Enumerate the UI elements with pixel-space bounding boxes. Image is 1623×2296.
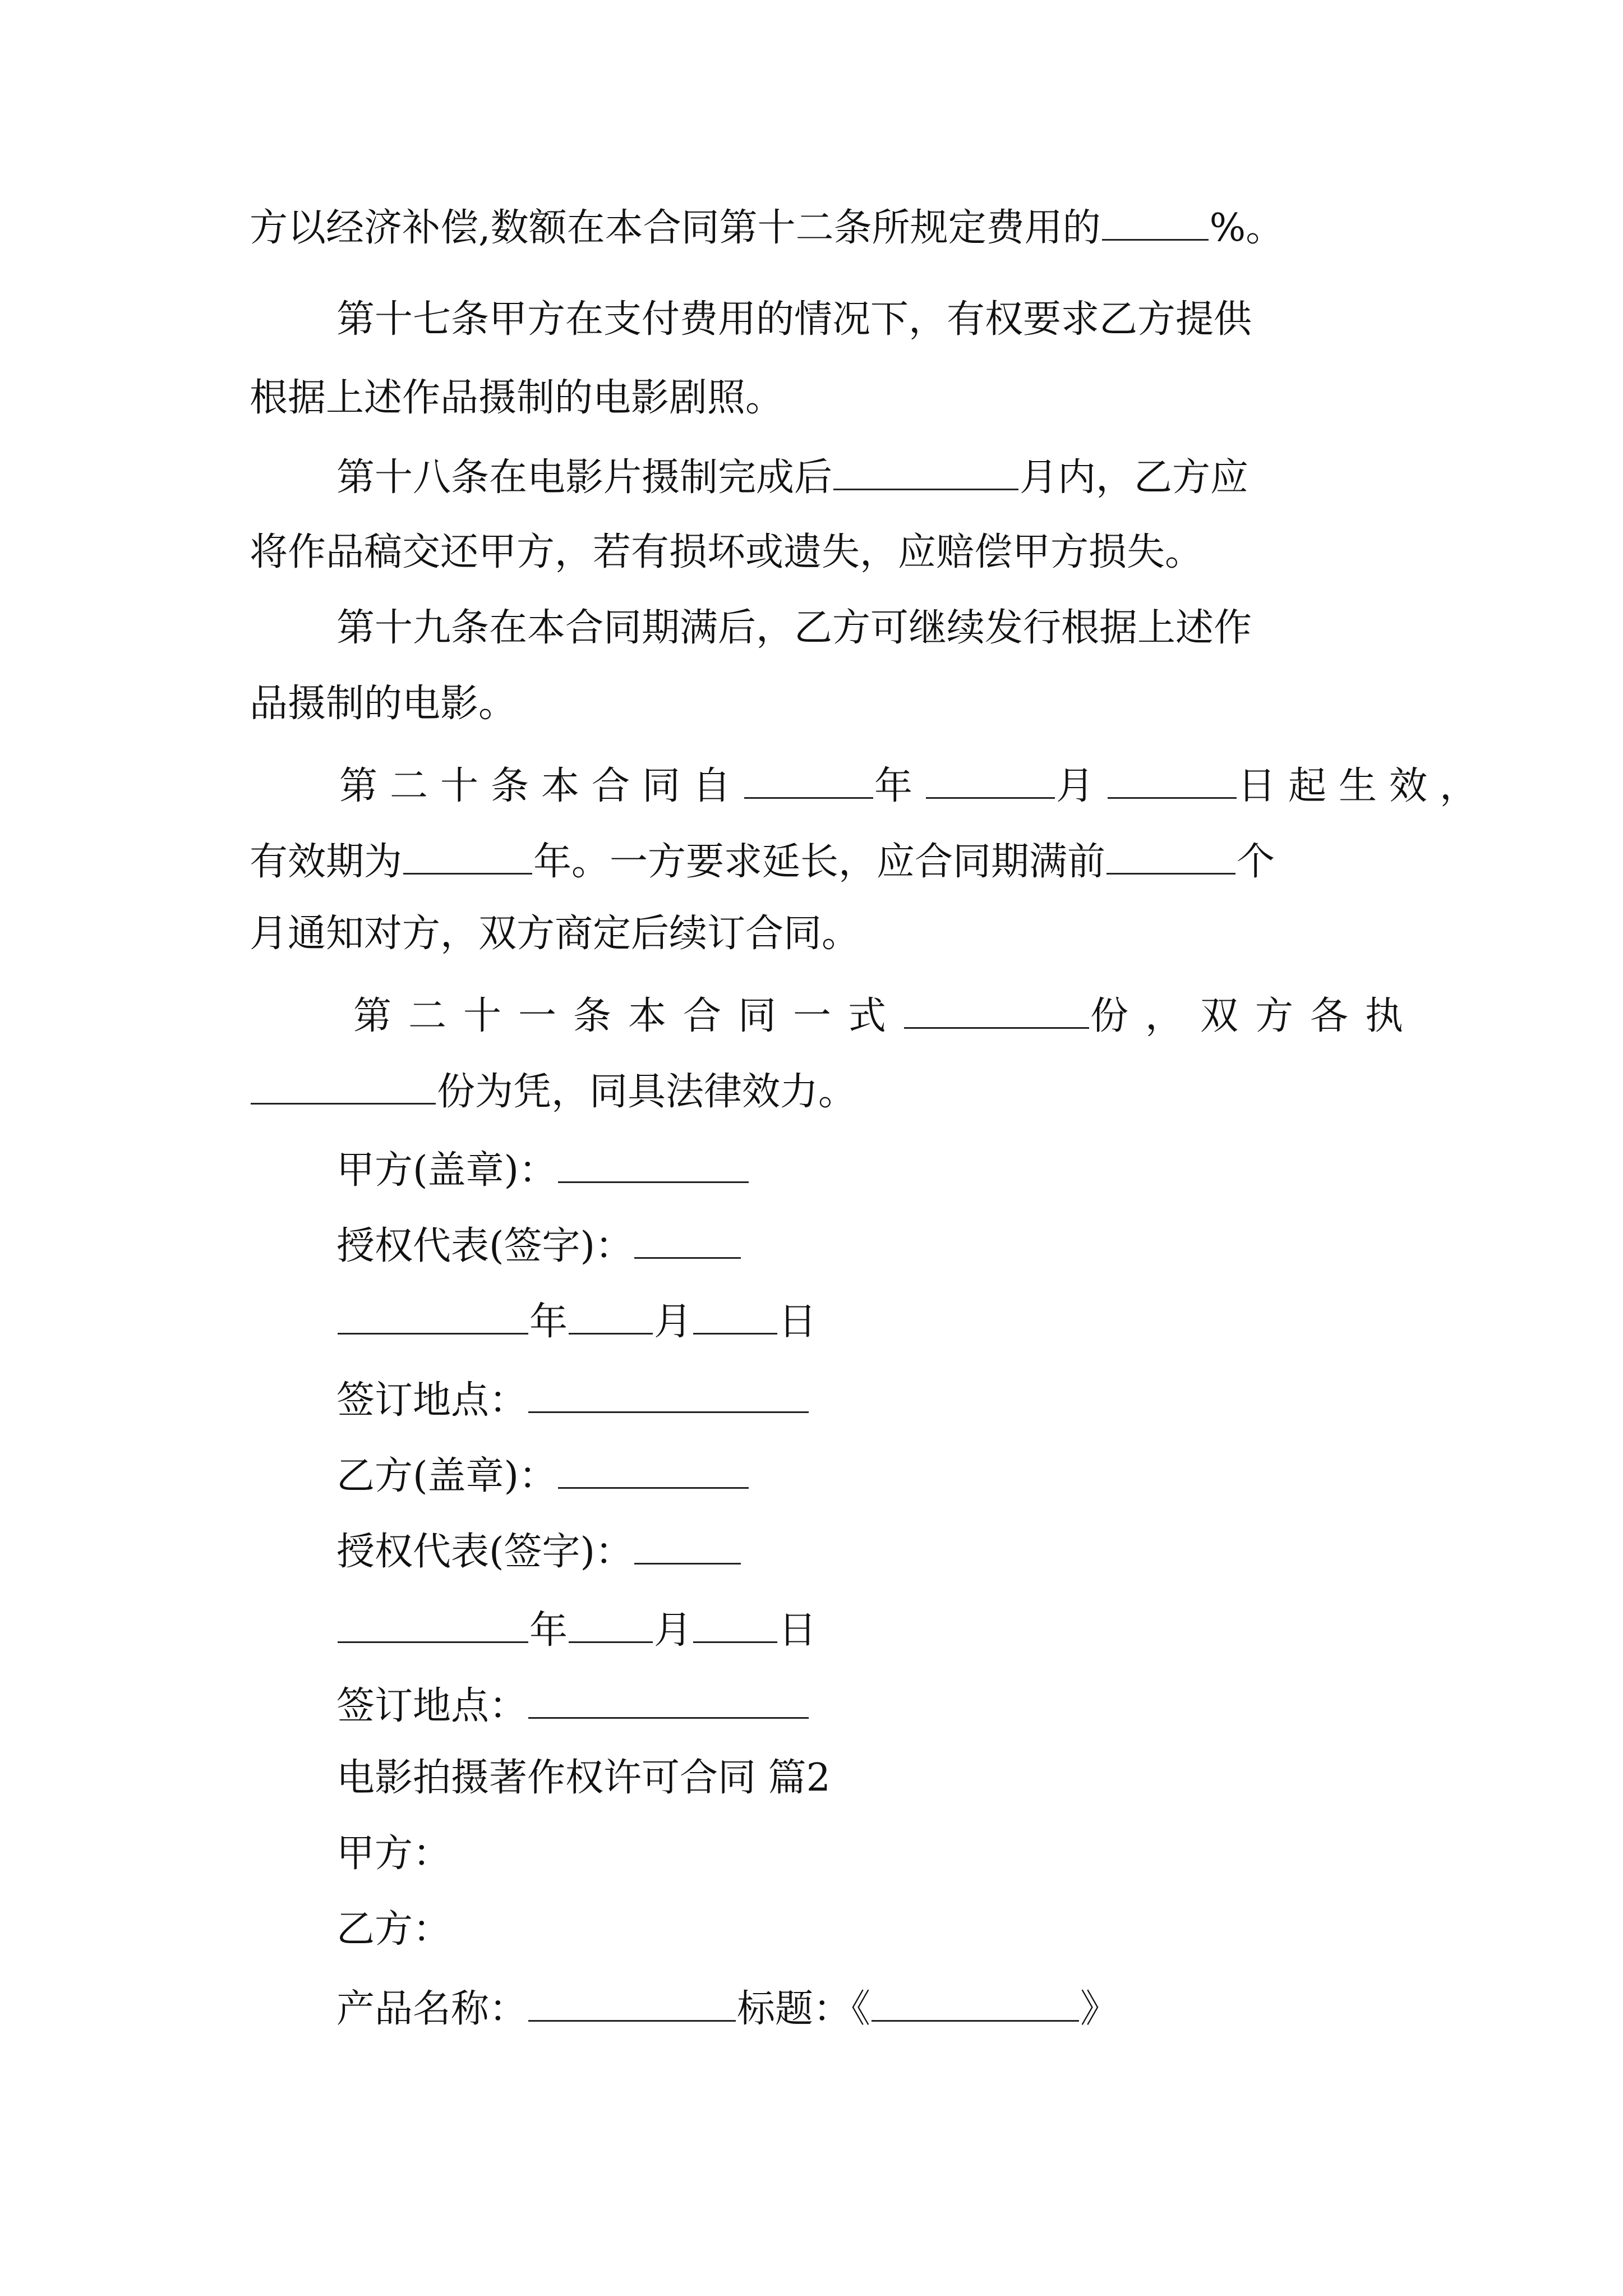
party-b-rep-line (336, 1526, 742, 1574)
heading-close: 》 (1080, 1987, 1119, 2031)
party-b-month-label: 月 (654, 1608, 693, 1653)
article-20-text-a: 第二十条本合同自 (339, 764, 744, 808)
percentage-blank (1102, 202, 1209, 241)
party-a-rep-line (336, 1220, 742, 1268)
article-21-text-b: 份，双方各执 (1090, 994, 1421, 1038)
party-b-rep-blank (634, 1526, 741, 1565)
party-b-date-line (336, 1604, 817, 1653)
party-a-seal-label: 甲方(盖章)： (336, 1148, 557, 1193)
months-blank (833, 452, 1018, 490)
validity-label: 有效期为 (250, 840, 403, 884)
article-18-text-b: 月内，乙方应 (1020, 455, 1249, 500)
copies-each-blank (251, 1066, 436, 1105)
party-a-day-blank (693, 1296, 777, 1335)
article-17-line-2: 根据上述作品摄制的电影剧照。 (250, 376, 784, 420)
section-2-title: 电影拍摄著作权许可合同 篇2 (336, 1756, 831, 1800)
party-a-day-label: 日 (778, 1300, 817, 1344)
article-18-line-2: 将作品稿交还甲方，若有损坏或遗失，应赔偿甲方损失。 (250, 530, 1204, 574)
party-b-year-label: 年 (529, 1608, 568, 1653)
year-label: 年 (874, 764, 925, 808)
party-b-seal-label: 乙方(盖章)： (336, 1454, 557, 1498)
percentage-suffix: %。 (1209, 206, 1284, 250)
party-a-rep-blank (634, 1220, 741, 1259)
paragraph-compensation (250, 202, 1284, 250)
party-b-place-blank (528, 1680, 809, 1719)
article-20-line-2 (250, 836, 1275, 884)
article-19-line-2: 品摄制的电影。 (250, 682, 517, 726)
party-a-date-line (336, 1296, 817, 1344)
party-a-rep-label: 授权代表(签字)： (336, 1224, 634, 1268)
copies-blank (904, 990, 1089, 1029)
article-20-text-d: 日起生效， (1238, 764, 1491, 808)
party-a-place-line (336, 1374, 810, 1423)
heading-label: 标题：《 (737, 1987, 871, 2031)
article-20-line-3: 月通知对方，双方商定后续订合同。 (250, 912, 860, 956)
article-18-text-a: 第十八条在电影片摄制完成后 (336, 455, 833, 500)
party-a-place-blank (528, 1374, 809, 1413)
party-a-month-label: 月 (654, 1300, 693, 1344)
article-18-line-1 (336, 452, 1249, 500)
article-19-line-1: 第十九条在本合同期满后，乙方可继续发行根据上述作 (336, 606, 1252, 650)
party-b-day-label: 日 (778, 1608, 817, 1653)
article-21-text-a: 第二十一条本合同一式 (353, 994, 903, 1038)
extension-text: 年。一方要求延长，应合同期满前 (533, 840, 1106, 884)
notice-unit: 个 (1237, 840, 1275, 884)
party-b-seal-blank (558, 1450, 749, 1489)
article-21-line-1 (353, 990, 1421, 1038)
party-a-year-label: 年 (529, 1300, 568, 1344)
article-17-line-1: 第十七条甲方在支付费用的情况下，有权要求乙方提供 (336, 297, 1252, 342)
party-a-seal-line (336, 1144, 750, 1193)
article-21-line-2 (250, 1066, 857, 1114)
product-name-blank (528, 1983, 736, 2022)
article-20-line-1 (339, 760, 1491, 808)
effective-month-blank (926, 760, 1055, 799)
product-name-label: 产品名称： (336, 1987, 528, 2031)
validity-years-blank (403, 836, 532, 875)
article-21-line-2-text: 份为凭，同具法律效力。 (437, 1070, 857, 1114)
party-b-month-blank (569, 1604, 653, 1643)
effective-year-blank (744, 760, 873, 799)
heading-blank (872, 1983, 1079, 2022)
party-a-year-blank (338, 1296, 528, 1335)
month-label: 月 (1056, 764, 1107, 808)
party-b-day-blank (693, 1604, 777, 1643)
party-a-seal-blank (558, 1144, 749, 1183)
party-b-place-label: 签订地点： (336, 1684, 528, 1728)
notice-months-blank (1106, 836, 1235, 875)
party-b-rep-label: 授权代表(签字)： (336, 1530, 634, 1574)
effective-day-blank (1108, 760, 1237, 799)
party-a-month-blank (569, 1296, 653, 1335)
party-a-place-label: 签订地点： (336, 1378, 528, 1423)
party-b-year-blank (338, 1604, 528, 1643)
party-b-seal-line (336, 1450, 750, 1498)
party-b-place-line (336, 1680, 810, 1728)
section-2-party-a: 甲方： (336, 1832, 451, 1876)
compensation-text: 方以经济补偿,数额在本合同第十二条所规定费用的 (250, 206, 1101, 250)
product-line (336, 1983, 1119, 2031)
section-2-party-b: 乙方： (336, 1907, 451, 1952)
